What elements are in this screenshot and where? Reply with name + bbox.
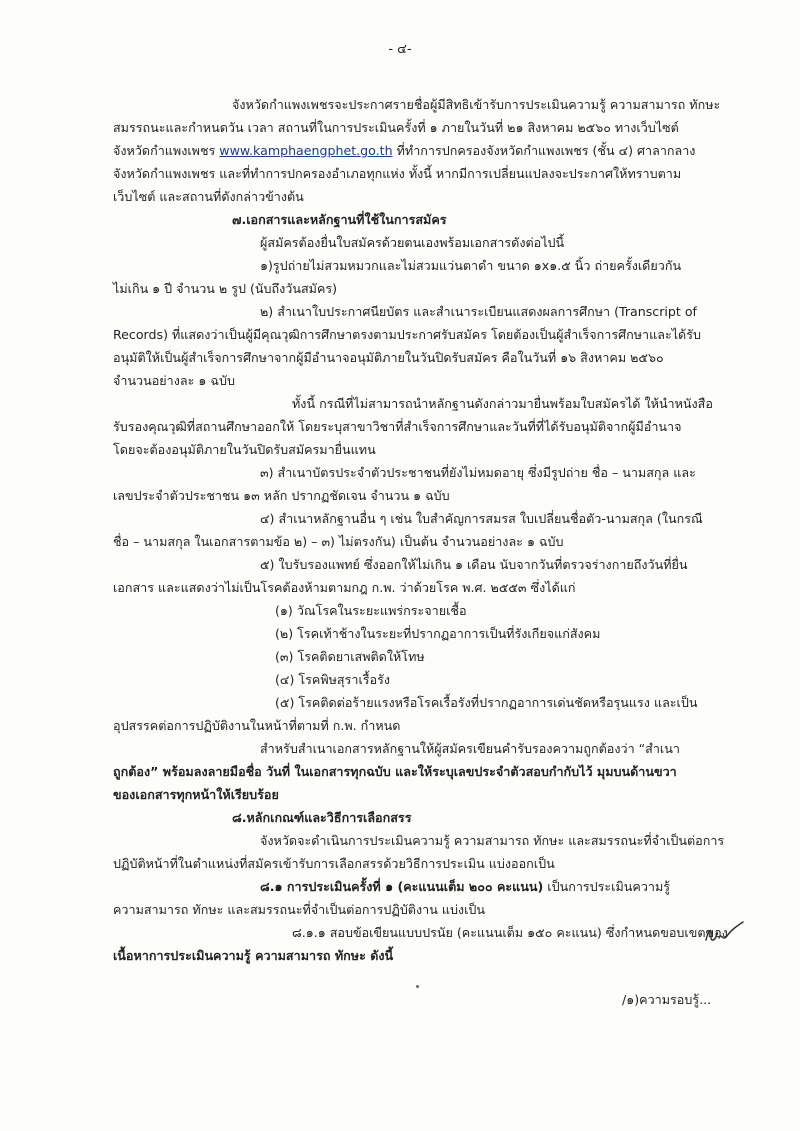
paragraph-line: อนุมัติให้เป็นผู้สำเร็จการศึกษาจากผู้มีอำนาจอนุมัติภายในวันปิดรับสมัคร คือในวันที่ ๑๖ สิงหาคม ๒๕๖๐: [113, 350, 664, 365]
paragraph-line: รับรองคุณวุฒิที่สถานศึกษาออกให้ โดยระบุสาขาวิชาที่สำเร็จการศึกษาและวันที่ที่ได้รับอนุมัติจากผู้มีอำนาจ: [113, 419, 682, 434]
list-item: ๘.๑.๑ สอบข้อเขียนแบบปรนัย (คะแนนเต็ม ๑๕๐ คะแนน) ซึ่งกำหนดขอบเขตของ: [292, 925, 728, 940]
paragraph-line: จังหวัดจะดำเนินการประเมินความรู้ ความสามารถ ทักษะ และสมรรถนะที่จำเป็นต่อการ: [260, 833, 725, 848]
sub-list-item: (๒) โรคเท้าช้างในระยะที่ปรากฏอาการเป็นที่รังเกียจแก่สังคม: [275, 626, 601, 641]
paragraph-text: ที่ทำการปกครองจังหวัดกำแพงเพชร (ชั้น ๔) ศาลากลาง: [396, 143, 696, 158]
list-item: ๑)รูปถ่ายไม่สวมหมวกและไม่สวมแว่นตาดำ ขนาด ๑x๑.๕ นิ้ว ถ่ายครั้งเดียวกัน: [260, 258, 682, 273]
sub-list-item: (๑) วัณโรคในระยะแพร่กระจายเชื้อ: [275, 603, 467, 618]
paragraph-line: จังหวัดกำแพงเพชร และที่ทำการปกครองอำเภอทุกแห่ง ทั้งนี้ หากมีการเปลี่ยนแปลงจะประกาศให้ทราบตาม: [113, 166, 682, 181]
paragraph-line: ปฏิบัติหน้าที่ในตำแหน่งที่สมัครเข้ารับการเลือกสรรด้วยวิธีการประเมิน แบ่งออกเป็น: [113, 856, 555, 871]
page-number: - ๔-: [388, 42, 412, 57]
paragraph-line: ไม่เกิน ๑ ปี จำนวน ๒ รูป (นับถึงวันสมัคร): [113, 281, 338, 296]
paragraph-text: เป็นการประเมินความรู้: [543, 879, 671, 894]
paragraph-line-bold: ถูกต้อง” พร้อมลงลายมือชื่อ วันที่ ในเอกสารทุกฉบับ และให้ระบุเลขประจำตัวสอบกำกับไว้ มุมบนด้านขวา: [113, 764, 677, 779]
paragraph-line-bold: ของเอกสารทุกหน้าให้เรียบร้อย: [113, 787, 279, 802]
paragraph-line: สมรรถนะและกำหนดวัน เวลา สถานที่ในการประเมินครั้งที่ ๑ ภายในวันที่ ๒๑ สิงหาคม ๒๕๖๐ ทางเว็บไซต์: [113, 120, 679, 135]
paragraph-text: จังหวัดกำแพงเพชร: [113, 143, 216, 158]
subsection-heading: ๘.๑ การประเมินครั้งที่ ๑ (คะแนนเต็ม ๒๐๐ คะแนน): [260, 879, 544, 894]
paragraph-line: อุปสรรคต่อการปฏิบัติงานในหน้าที่ตามที่ ก.พ. กำหนด: [113, 718, 401, 733]
paragraph-line: ความสามารถ ทักษะ และสมรรถนะที่จำเป็นต่อการปฏิบัติงาน แบ่งเป็น: [113, 902, 485, 917]
list-item: ๓) สำเนาบัตรประจำตัวประชาชนที่ยังไม่หมดอายุ ซึ่งมีรูปถ่าย ชื่อ – นามสกุล และ: [260, 465, 696, 480]
paragraph-line: จังหวัดกำแพงเพชรจะประกาศรายชื่อผู้มีสิทธิเข้ารับการประเมินความรู้ ความสามารถ ทักษะ: [232, 97, 721, 112]
subsection-line: [260, 879, 670, 895]
continuation-footer: /๑)ความรอบรู้...: [622, 992, 712, 1007]
sub-list-item: (๕) โรคติดต่อร้ายแรงหรือโรคเรื้อรังที่ปรากฏอาการเด่นชัดหรือรุนแรง และเป็น: [275, 695, 698, 710]
list-item: ๕) ใบรับรองแพทย์ ซึ่งออกให้ไม่เกิน ๑ เดือน นับจากวันที่ตรวจร่างกายถึงวันที่ยื่น: [260, 557, 688, 572]
paragraph-line: ทั้งนี้ กรณีที่ไม่สามารถนำหลักฐานดังกล่าวมายื่นพร้อมใบสมัครได้ ให้นำหนังสือ: [292, 396, 713, 411]
website-link[interactable]: www.kamphaengphet.go.th: [219, 143, 393, 158]
paragraph-line: ชื่อ – นามสกุล ในเอกสารตามข้อ ๒) – ๓) ไม่ตรงกัน) เป็นต้น จำนวนอย่างละ ๑ ฉบับ: [113, 534, 564, 549]
section-heading-8: ๘.หลักเกณฑ์และวิธีการเลือกสรร: [232, 810, 412, 825]
paragraph-line: เอกสาร และแสดงว่าไม่เป็นโรคต้องห้ามตามกฎ ก.พ. ว่าด้วยโรค พ.ศ. ๒๕๕๓ ซึ่งได้แก่: [113, 580, 576, 595]
list-item: ๒) สำเนาใบประกาศนียบัตร และสำเนาระเบียนแสดงผลการศึกษา (Transcript of: [260, 304, 697, 319]
paragraph-line: [113, 143, 695, 159]
initials-signature: [703, 918, 745, 946]
paragraph-line: โดยจะต้องอนุมัติภายในวันปิดรับสมัครมายื่นแทน: [113, 442, 376, 457]
paragraph-line: สำหรับสำเนาเอกสารหลักฐานให้ผู้สมัครเขียนคำรับรองความถูกต้องว่า “สำเนา: [260, 741, 680, 756]
list-item: ๔) สำเนาหลักฐานอื่น ๆ เช่น ใบสำคัญการสมรส ใบเปลี่ยนชื่อตัว-นามสกุล (ในกรณี: [260, 511, 703, 526]
paragraph-line: เลขประจำตัวประชาชน ๑๓ หลัก ปรากฏชัดเจน จำนวน ๑ ฉบับ: [113, 488, 450, 503]
stray-mark: [416, 985, 419, 988]
paragraph-line: Records) ที่แสดงว่าเป็นผู้มีคุณวุฒิการศึกษาตรงตามประกาศรับสมัคร โดยต้องเป็นผู้สำเร็จการศึกษาและได้รับ: [113, 327, 701, 342]
paragraph-line: ผู้สมัครต้องยื่นใบสมัครด้วยตนเองพร้อมเอกสารดังต่อไปนี้: [260, 235, 565, 250]
sub-list-item: (๓) โรคติดยาเสพติดให้โทษ: [275, 649, 425, 664]
section-heading-7: ๗.เอกสารและหลักฐานที่ใช้ในการสมัคร: [232, 212, 447, 227]
paragraph-line-bold: เนื้อหาการประเมินความรู้ ความสามารถ ทักษะ ดังนี้: [113, 948, 394, 963]
sub-list-item: (๔) โรคพิษสุราเรื้อรัง: [275, 672, 390, 687]
paragraph-line: จำนวนอย่างละ ๑ ฉบับ: [113, 373, 235, 388]
paragraph-line: เว็บไซต์ และสถานที่ดังกล่าวข้างต้น: [113, 189, 304, 204]
